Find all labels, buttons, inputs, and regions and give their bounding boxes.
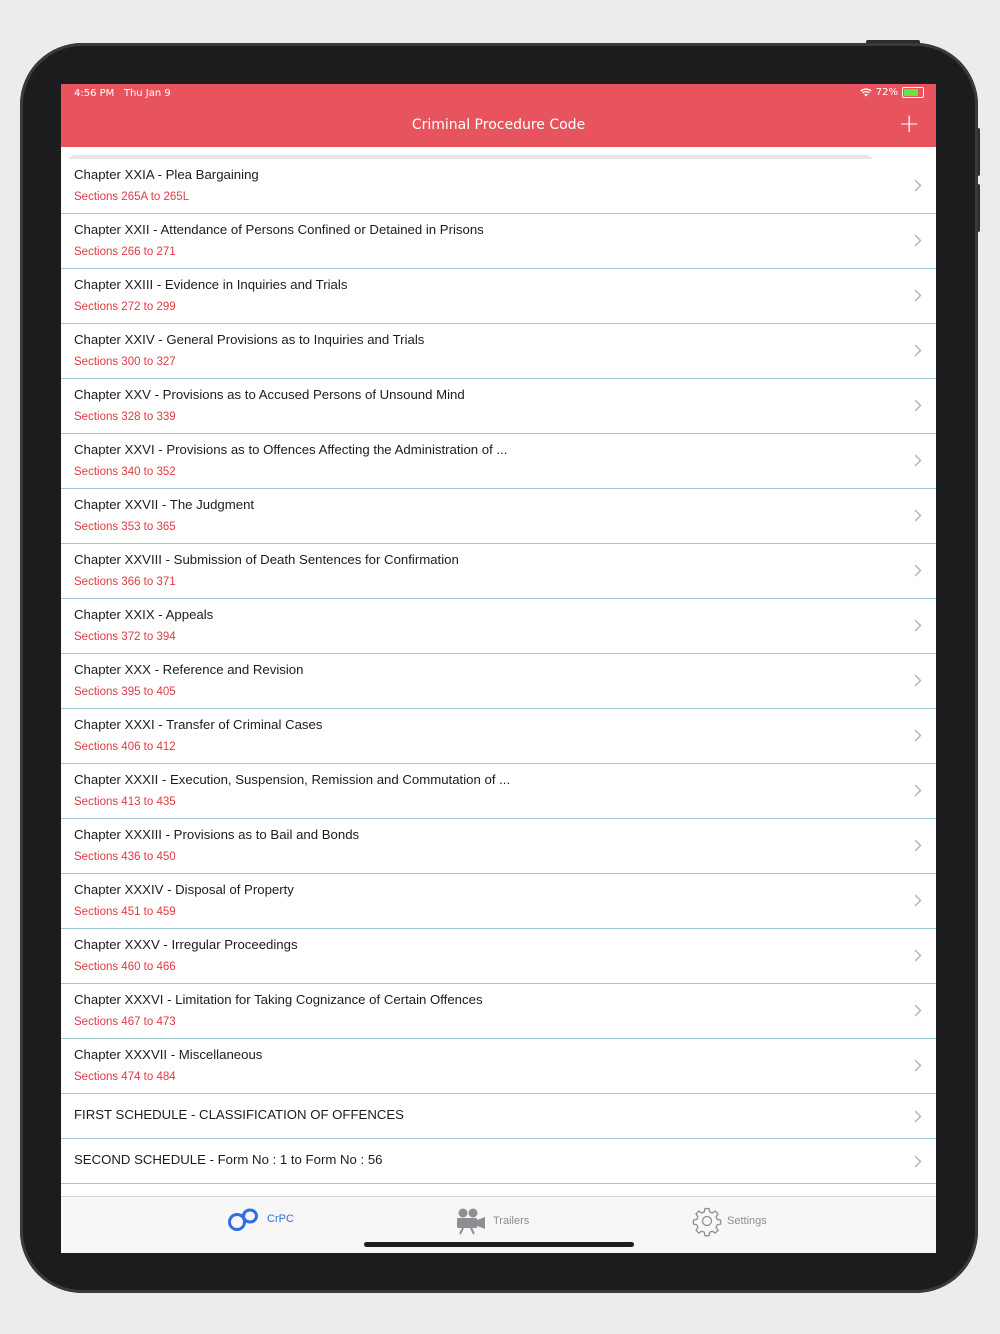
page-title: Criminal Procedure Code (411, 117, 586, 133)
chapter-title: Chapter XXV - Provisions as to Accused Persons of Unsound Mind (74, 387, 465, 402)
chapter-title: Chapter XXVII - The Judgment (74, 497, 255, 512)
chapter-row[interactable] (61, 819, 936, 874)
chapter-row[interactable] (61, 214, 936, 269)
chevron-right-icon (914, 784, 922, 797)
chapter-sections: Sections 406 to 412 (74, 741, 176, 753)
chapter-title: Chapter XXII - Attendance of Persons Confined or Detained in Prisons (74, 222, 484, 237)
chevron-right-icon (914, 509, 922, 522)
chapter-sections: Sections 474 to 484 (74, 1071, 176, 1083)
schedule-title: FIRST SCHEDULE - CLASSIFICATION OF OFFENCES (74, 1107, 404, 1122)
tab-crpc[interactable] (227, 1207, 294, 1231)
chapter-sections: Sections 451 to 459 (74, 906, 176, 918)
wifi-icon (860, 88, 872, 97)
chapter-sections: Sections 272 to 299 (74, 301, 176, 313)
chapter-sections: Sections 266 to 271 (74, 246, 176, 258)
chapter-title: Chapter XXXIII - Provisions as to Bail and Bonds (74, 827, 360, 842)
chevron-right-icon (914, 234, 922, 247)
chevron-right-icon (914, 1059, 922, 1072)
chapter-title: Chapter XXIV - General Provisions as to Inquiries and Trials (74, 332, 425, 347)
status-bar (61, 84, 936, 104)
home-indicator (364, 1242, 634, 1247)
chevron-right-icon (914, 289, 922, 302)
chapter-sections: Sections 372 to 394 (74, 631, 176, 643)
chapter-sections: Sections 436 to 450 (74, 851, 176, 863)
status-right (860, 87, 924, 98)
chapter-title: Chapter XXVI - Provisions as to Offences Affecting the Administration of ... (74, 442, 508, 457)
chapter-title: Chapter XXIII - Evidence in Inquiries and Trials (74, 277, 348, 292)
chapter-row[interactable] (61, 544, 936, 599)
schedule-row[interactable] (61, 1139, 936, 1184)
chapter-row[interactable] (61, 434, 936, 489)
chapter-list (61, 167, 936, 1196)
app-screen (61, 84, 936, 1252)
chapter-sections: Sections 300 to 327 (74, 356, 176, 368)
chevron-right-icon (914, 1110, 922, 1123)
chapter-row[interactable] (61, 654, 936, 709)
chapter-row[interactable] (61, 269, 936, 324)
chevron-right-icon (914, 564, 922, 577)
chapter-title: Chapter XXXVII - Miscellaneous (74, 1047, 263, 1062)
status-time: 4:56 PM Thu Jan 9 (74, 88, 171, 99)
chapter-row[interactable] (61, 984, 936, 1039)
chapter-title: Chapter XXXIV - Disposal of Property (74, 882, 294, 897)
tab-trailers-label: Trailers (493, 1215, 530, 1227)
tab-settings-label: Settings (727, 1215, 767, 1227)
chapter-list-content (61, 159, 936, 1184)
chevron-right-icon (914, 839, 922, 852)
chapter-row[interactable] (61, 159, 936, 214)
chevron-right-icon (914, 894, 922, 907)
battery-percent: 72% (875, 87, 898, 98)
battery-icon (902, 87, 924, 98)
chapter-row[interactable] (61, 1039, 936, 1094)
chevron-right-icon (914, 1004, 922, 1017)
chevron-right-icon (914, 399, 922, 412)
chevron-right-icon (914, 344, 922, 357)
chapter-sections: Sections 467 to 473 (74, 1016, 176, 1028)
chapter-sections: Sections 413 to 435 (74, 796, 176, 808)
chevron-right-icon (914, 619, 922, 632)
chapter-row[interactable] (61, 324, 936, 379)
chapter-title: Chapter XXXI - Transfer of Criminal Cases (74, 717, 323, 732)
navigation-bar (61, 104, 936, 147)
add-button[interactable]: + (898, 109, 920, 139)
chapter-sections: Sections 265A to 265L (74, 191, 190, 203)
schedule-title: SECOND SCHEDULE - Form No : 1 to Form No : 56 (74, 1152, 383, 1167)
chapter-sections: Sections 460 to 466 (74, 961, 176, 973)
chapter-row[interactable] (61, 874, 936, 929)
chapter-sections: Sections 328 to 339 (74, 411, 176, 423)
chapter-sections: Sections 353 to 365 (74, 521, 176, 533)
chapter-title: Chapter XXXV - Irregular Proceedings (74, 937, 298, 952)
chapter-title: Chapter XXVIII - Submission of Death Sentences for Confirmation (74, 552, 459, 567)
chevron-right-icon (914, 674, 922, 687)
chapter-title: Chapter XXIX - Appeals (74, 607, 214, 622)
chapter-row[interactable] (61, 489, 936, 544)
tab-trailers[interactable] (455, 1207, 529, 1235)
chapter-row[interactable] (61, 929, 936, 984)
chevron-right-icon (914, 729, 922, 742)
chapter-row[interactable] (61, 764, 936, 819)
chevron-right-icon (914, 454, 922, 467)
chapter-title: Chapter XXIA - Plea Bargaining (74, 167, 259, 182)
chapter-sections: Sections 395 to 405 (74, 686, 176, 698)
chapter-row[interactable] (61, 709, 936, 764)
chapter-sections: Sections 340 to 352 (74, 466, 176, 478)
chapter-title: Chapter XXXII - Execution, Suspension, Remission and Commutation of ... (74, 772, 511, 787)
chapter-title: Chapter XXX - Reference and Revision (74, 662, 304, 677)
schedule-row[interactable] (61, 1094, 936, 1139)
chevron-right-icon (914, 179, 922, 192)
tab-settings[interactable] (693, 1207, 767, 1235)
handcuffs-icon (227, 1207, 261, 1231)
tab-bar (61, 1196, 936, 1253)
gear-icon (693, 1207, 721, 1235)
chapter-title: Chapter XXXVI - Limitation for Taking Cognizance of Certain Offences (74, 992, 483, 1007)
tab-crpc-label: CrPC (267, 1213, 294, 1225)
video-camera-icon (455, 1207, 487, 1235)
chapter-row[interactable] (61, 379, 936, 434)
chevron-right-icon (914, 1155, 922, 1168)
chevron-right-icon (914, 949, 922, 962)
chapter-sections: Sections 366 to 371 (74, 576, 176, 588)
chapter-row[interactable] (61, 599, 936, 654)
